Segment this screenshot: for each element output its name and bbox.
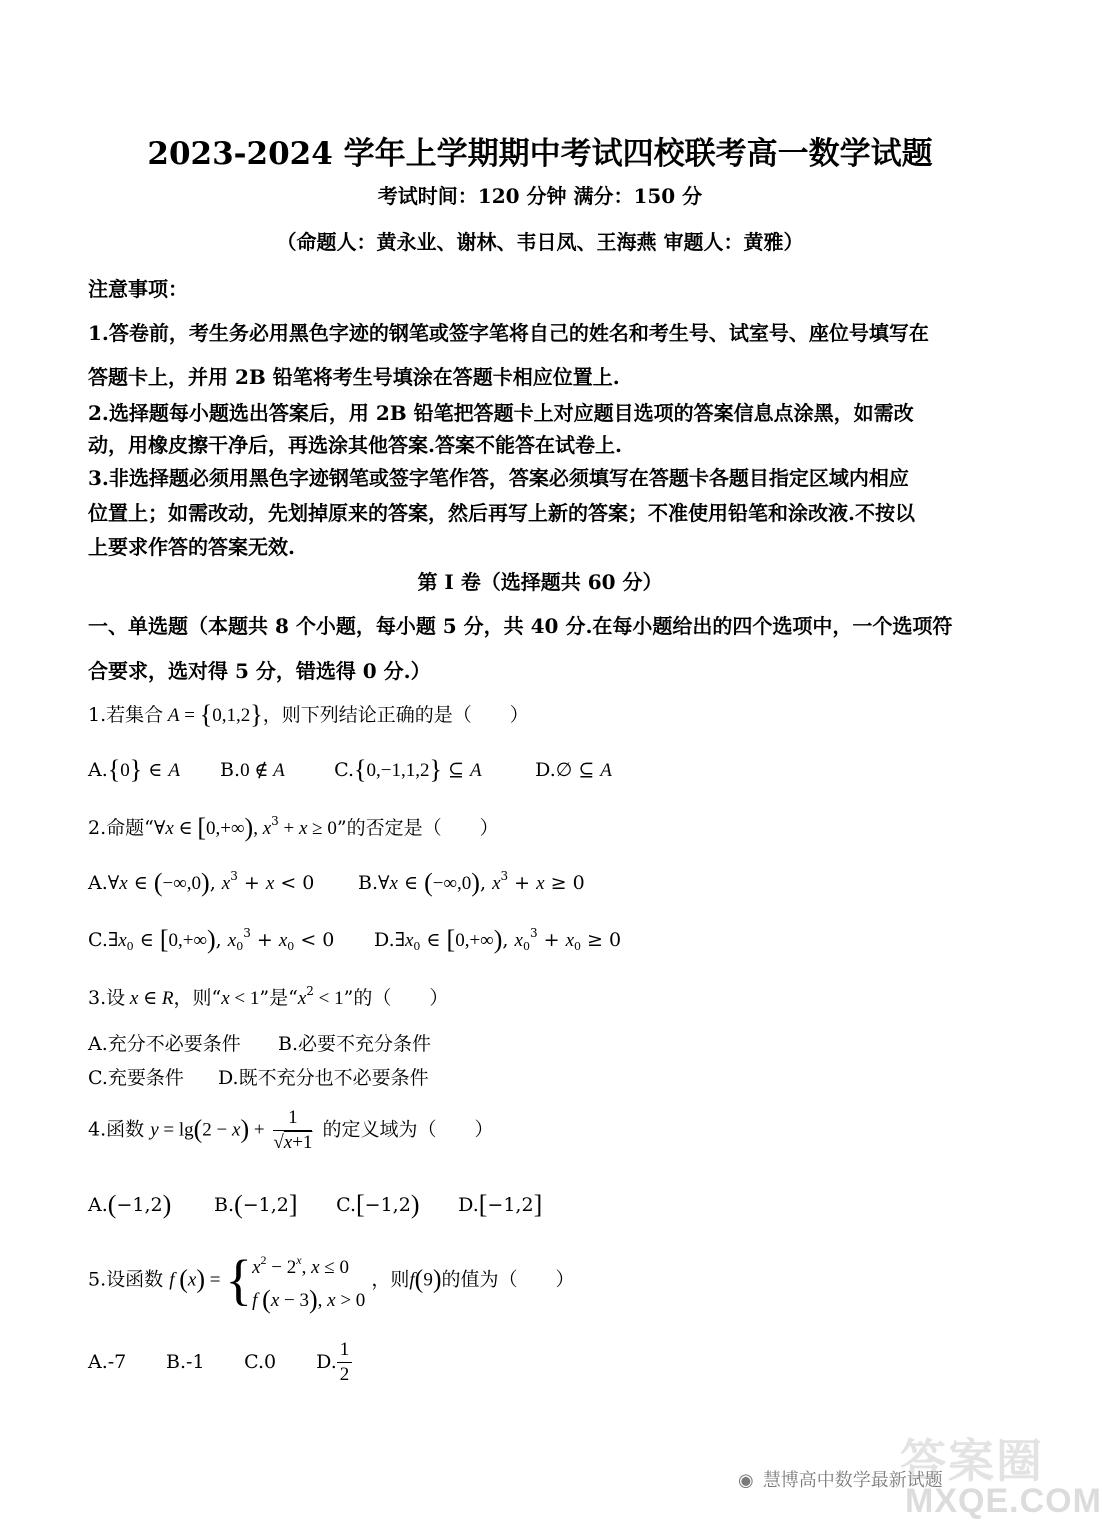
part-instructions-line-1: 一、单选题（本题共 8 个小题，每小题 5 分，共 40 分.在每小题给出的四个选项中，一个选项符 — [88, 614, 953, 638]
option-1a: A.{0} ∈ A — [88, 755, 180, 784]
question-2-stem: 2.命题“∀x ∈ [0,+∞), $x^3 + x \ge 0$”的否定是（ ） — [88, 813, 499, 842]
notice-item-3-line-3: 上要求作答的答案无效. — [88, 535, 295, 559]
question-3-options-row-2 — [88, 1063, 429, 1090]
watermark-stamp: 答案圈 — [900, 1434, 1044, 1488]
question-2-options-row-1 — [88, 868, 585, 898]
question-1-options — [88, 755, 612, 785]
option-1d: D.∅ ⊆ A — [535, 759, 612, 781]
option-2b: B.∀x ∈ (−∞,0), $x^3 + x \ge 0$ — [358, 868, 585, 897]
option-2a: A.∀x ∈ (−∞,0), $x^3 + x < 0$ — [88, 868, 315, 897]
option-5a: A.-7 — [88, 1350, 127, 1373]
question-4-options — [88, 1190, 542, 1220]
question-5-options — [88, 1338, 352, 1387]
watermark-wechat: ◉ 慧博高中数学最新试题 — [738, 1470, 943, 1491]
option-4b: B.(−1,2] — [214, 1190, 298, 1219]
notice-item-2-line-2: 动，用橡皮擦干净后，再选涂其他答案.答案不能答在试卷上. — [88, 433, 622, 457]
question-5-stem: 5.设函数 f (x) = { $x^2 - 2^x$, x ≤ 0 f (x − 3), x > 0 ，则f(9)的值为（ ） — [88, 1249, 575, 1314]
option-3d: D.既不充分也不必要条件 — [218, 1067, 429, 1089]
option-5b: B.-1 — [166, 1350, 205, 1373]
notice-item-2-line-1: 2.选择题每小题选出答案后，用 2B 铅笔把答题卡上对应题目选项的答案信息点涂黑，如需改 — [88, 401, 914, 425]
option-2d: $D.\exists x_0$ ∈ [0,+∞), $x_0^3 + x_0 \ge 0$ — [374, 925, 622, 954]
notice-item-1-line-2: 答题卡上，并用 2B 铅笔将考生号填涂在答题卡相应位置上. — [88, 365, 620, 389]
option-1b: B.0 ∉ A — [220, 759, 285, 781]
option-3c: C.充要条件 — [88, 1067, 184, 1089]
option-4a: A.(−1,2) — [88, 1190, 172, 1219]
option-4d: D.[−1,2] — [458, 1190, 543, 1219]
option-5c: C.0 — [244, 1350, 277, 1373]
part-instructions-line-2: 合要求，选对得 5 分，错选得 0 分.） — [88, 659, 431, 683]
exam-authors: （命题人：黄永业、谢林、韦日凤、王海燕 审题人：黄雅） — [276, 230, 804, 254]
question-1-stem: 1.若集合 A = {0,1,2}，则下列结论正确的是（ ） — [88, 700, 529, 729]
volume-title: 第 I 卷（选择题共 60 分） — [417, 570, 663, 594]
option-4c: C.[−1,2) — [336, 1190, 420, 1219]
watermark-site: MXQE.COM — [905, 1482, 1102, 1520]
exam-time-info: 考试时间：120 分钟 满分：150 分 — [377, 184, 703, 208]
question-2-options-row-2 — [88, 925, 621, 955]
question-4-stem: 4.函数 y = lg(2 − x) + $\frac{1}{√x+1}$ 的定义域为（ ） — [88, 1107, 494, 1153]
option-3b: B.必要不充分条件 — [278, 1033, 432, 1055]
option-5d: D. $\frac{1}{2}$ — [316, 1351, 352, 1373]
notice-item-1-line-1: 1.答卷前，考生务必用黑色字迹的钢笔或签字笔将自己的姓名和考生号、试室号、座位号填写在 — [88, 321, 929, 345]
option-1c: C.{0,−1,1,2} ⊆ A — [334, 755, 482, 784]
wechat-icon: ◉ — [738, 1470, 754, 1491]
notice-item-3-line-1: 3.非选择题必须用黑色字迹钢笔或签字笔作答，答案必须填写在答题卡各题目指定区域内相应 — [88, 466, 909, 490]
page-title: 2023-2024 学年上学期期中考试四校联考高一数学试题 — [147, 136, 933, 172]
option-2c: $C.\exists x_0$ ∈ [0,+∞), $x_0^3 + x_0 < 0$ — [88, 925, 335, 954]
question-3-options-row-1 — [88, 1029, 431, 1056]
option-3a: A.充分不必要条件 — [88, 1033, 241, 1055]
notice-item-3-line-2: 位置上；如需改动，先划掉原来的答案，然后再写上新的答案；不准使用铅笔和涂改液.不按以 — [88, 501, 915, 525]
notice-heading: 注意事项： — [88, 277, 188, 301]
question-3-stem: 3.设 x ∈ R，则“x < 1”是“$x^2 < 1$”的（ ） — [88, 984, 449, 1009]
